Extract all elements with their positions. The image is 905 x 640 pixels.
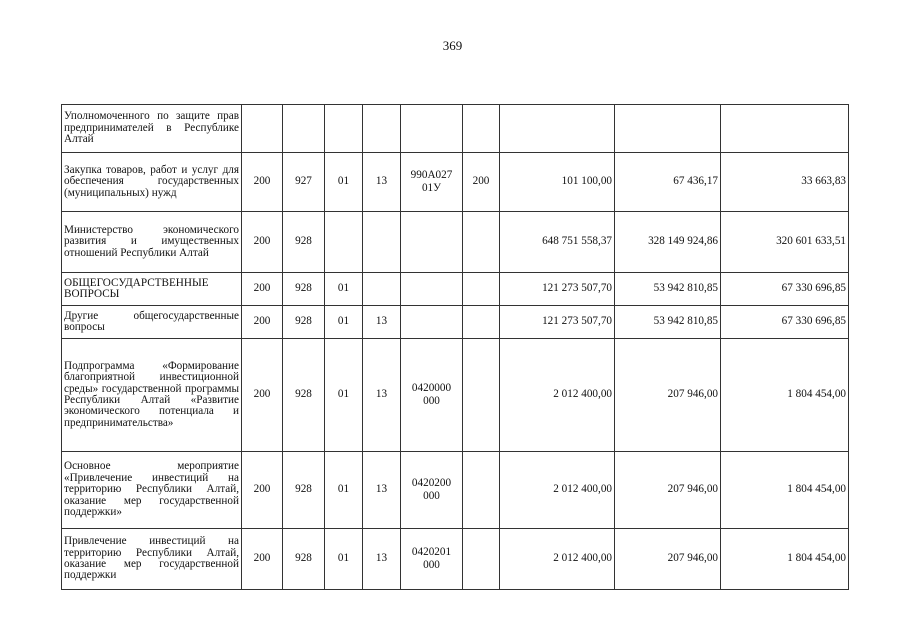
dept-code-cell: 927 bbox=[283, 153, 325, 212]
ministry-code-cell: 200 bbox=[242, 273, 283, 306]
table-row bbox=[62, 273, 849, 306]
subsection-code-cell: 13 bbox=[363, 529, 401, 590]
target-code-cell bbox=[401, 339, 463, 452]
amount-1-cell: 648 751 558,37 bbox=[500, 212, 615, 273]
amount-1-cell: 2 012 400,00 bbox=[500, 339, 615, 452]
ministry-code-cell: 200 bbox=[242, 212, 283, 273]
subsection-code-cell bbox=[363, 273, 401, 306]
ministry-code-cell: 200 bbox=[242, 153, 283, 212]
amount-2-cell bbox=[615, 105, 721, 153]
expense-type-cell bbox=[463, 529, 500, 590]
amount-1-cell: 121 273 507,70 bbox=[500, 306, 615, 339]
amount-2-cell: 328 149 924,86 bbox=[615, 212, 721, 273]
section-code-cell: 01 bbox=[325, 153, 363, 212]
target-code-line: 0420201 bbox=[411, 546, 452, 558]
amount-3-cell: 320 601 633,51 bbox=[721, 212, 849, 273]
budget-table bbox=[61, 104, 849, 590]
amount-2-cell: 53 942 810,85 bbox=[615, 273, 721, 306]
ministry-code-cell: 200 bbox=[242, 306, 283, 339]
expense-type-cell bbox=[463, 273, 500, 306]
section-code-cell: 01 bbox=[325, 273, 363, 306]
expense-type-cell bbox=[463, 306, 500, 339]
table-row bbox=[62, 105, 849, 153]
dept-code-cell: 928 bbox=[283, 339, 325, 452]
target-code-line: 000 bbox=[423, 559, 440, 571]
amount-1-cell: 101 100,00 bbox=[500, 153, 615, 212]
target-code-line: 990A027 bbox=[410, 169, 453, 181]
expense-type-cell: 200 bbox=[463, 153, 500, 212]
ministry-code-cell: 200 bbox=[242, 339, 283, 452]
amount-2-cell: 207 946,00 bbox=[615, 339, 721, 452]
table-row bbox=[62, 153, 849, 212]
target-code-line: 01У bbox=[421, 182, 442, 194]
amount-1-cell: 2 012 400,00 bbox=[500, 452, 615, 529]
ministry-code-cell: 200 bbox=[242, 452, 283, 529]
target-code-cell bbox=[401, 153, 463, 212]
dept-code-cell: 928 bbox=[283, 452, 325, 529]
amount-3-cell: 1 804 454,00 bbox=[721, 339, 849, 452]
amount-1-cell: 121 273 507,70 bbox=[500, 273, 615, 306]
item-name-cell: Закупка товаров, работ и услуг для обеспечения государственных (муниципальных) нужд bbox=[62, 153, 242, 212]
amount-1-cell bbox=[500, 105, 615, 153]
amount-3-cell: 33 663,83 bbox=[721, 153, 849, 212]
amount-2-cell: 67 436,17 bbox=[615, 153, 721, 212]
ministry-code-cell: 200 bbox=[242, 529, 283, 590]
amount-3-cell: 67 330 696,85 bbox=[721, 306, 849, 339]
subsection-code-cell: 13 bbox=[363, 339, 401, 452]
subsection-code-cell: 13 bbox=[363, 452, 401, 529]
item-name-cell: ОБЩЕГОСУДАРСТВЕННЫЕ ВОПРОСЫ bbox=[62, 273, 242, 306]
item-name-cell: Уполномоченного по защите прав предпринимателей в Республике Алтай bbox=[62, 105, 242, 153]
target-code-cell bbox=[401, 452, 463, 529]
item-name-cell: Основное мероприятие «Привлечение инвестиций на территорию Республики Алтай, оказание мер государственной поддержки» bbox=[62, 452, 242, 529]
table-row bbox=[62, 212, 849, 273]
amount-2-cell: 207 946,00 bbox=[615, 452, 721, 529]
subsection-code-cell bbox=[363, 105, 401, 153]
subsection-code-cell: 13 bbox=[363, 153, 401, 212]
target-code-cell bbox=[401, 273, 463, 306]
target-code-cell bbox=[401, 105, 463, 153]
subsection-code-cell bbox=[363, 212, 401, 273]
section-code-cell: 01 bbox=[325, 306, 363, 339]
section-code-cell bbox=[325, 212, 363, 273]
subsection-code-cell: 13 bbox=[363, 306, 401, 339]
expense-type-cell bbox=[463, 339, 500, 452]
item-name-cell: Другие общегосударственные вопросы bbox=[62, 306, 242, 339]
item-name-cell: Министерство экономического развития и имущественных отношений Республики Алтай bbox=[62, 212, 242, 273]
target-code-cell bbox=[401, 529, 463, 590]
dept-code-cell: 928 bbox=[283, 306, 325, 339]
target-code-line: 0420200 bbox=[411, 477, 452, 489]
section-code-cell bbox=[325, 105, 363, 153]
dept-code-cell bbox=[283, 105, 325, 153]
table-row bbox=[62, 339, 849, 452]
amount-2-cell: 53 942 810,85 bbox=[615, 306, 721, 339]
amount-3-cell: 1 804 454,00 bbox=[721, 529, 849, 590]
dept-code-cell: 928 bbox=[283, 273, 325, 306]
expense-type-cell bbox=[463, 212, 500, 273]
amount-3-cell bbox=[721, 105, 849, 153]
target-code-line: 0420000 bbox=[411, 382, 452, 394]
table-row bbox=[62, 452, 849, 529]
amount-2-cell: 207 946,00 bbox=[615, 529, 721, 590]
page-number: 369 bbox=[442, 38, 463, 53]
amount-3-cell: 67 330 696,85 bbox=[721, 273, 849, 306]
ministry-code-cell bbox=[242, 105, 283, 153]
item-name-cell: Подпрограмма «Формирование благоприятной инвестиционной среды» государственной программы Республики Алтай «Развитие экономического потенциала и предпринимательства» bbox=[62, 339, 242, 452]
expense-type-cell bbox=[463, 105, 500, 153]
table-row bbox=[62, 529, 849, 590]
amount-3-cell: 1 804 454,00 bbox=[721, 452, 849, 529]
target-code-line: 000 bbox=[423, 490, 440, 502]
target-code-line: 000 bbox=[423, 395, 440, 407]
dept-code-cell: 928 bbox=[283, 529, 325, 590]
section-code-cell: 01 bbox=[325, 529, 363, 590]
table-row bbox=[62, 306, 849, 339]
expense-type-cell bbox=[463, 452, 500, 529]
section-code-cell: 01 bbox=[325, 452, 363, 529]
amount-1-cell: 2 012 400,00 bbox=[500, 529, 615, 590]
item-name-cell: Привлечение инвестиций на территорию Республики Алтай, оказание мер государственной поддержки bbox=[62, 529, 242, 590]
section-code-cell: 01 bbox=[325, 339, 363, 452]
dept-code-cell: 928 bbox=[283, 212, 325, 273]
target-code-cell bbox=[401, 306, 463, 339]
target-code-cell bbox=[401, 212, 463, 273]
